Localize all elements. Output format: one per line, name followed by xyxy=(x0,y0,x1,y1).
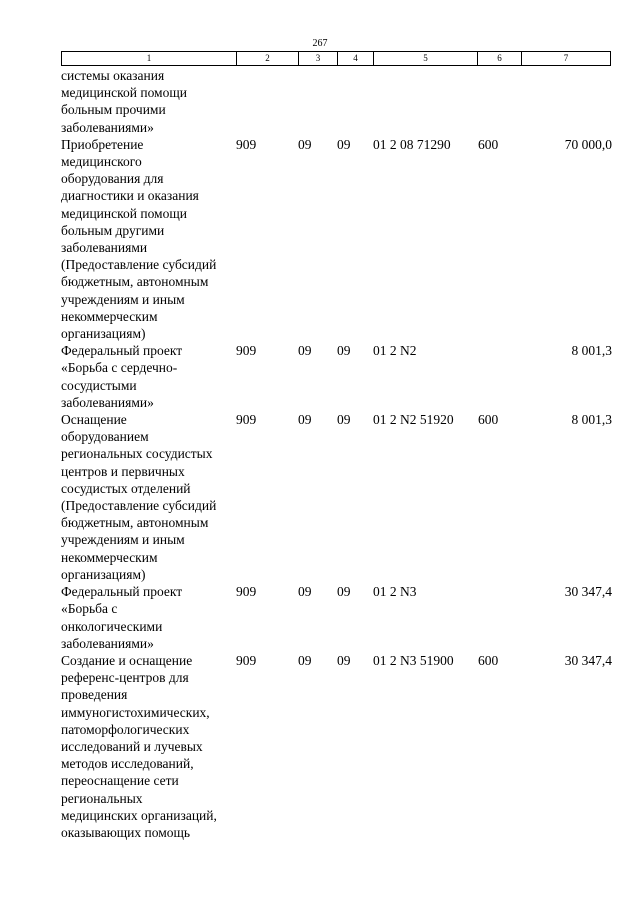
table-row xyxy=(61,652,621,841)
row-csr: 01 2 N3 51900 xyxy=(373,652,454,668)
column-header-5: 5 xyxy=(374,52,478,65)
row-vr: 600 xyxy=(478,412,499,428)
table-row xyxy=(61,342,621,411)
row-grbs xyxy=(236,67,298,136)
column-header-7: 7 xyxy=(563,53,569,63)
row-rz: 09 xyxy=(298,412,312,428)
column-header-2: 2 xyxy=(237,52,299,65)
row-csr: 01 2 N3 xyxy=(373,584,417,600)
row-grbs: 909 xyxy=(236,412,257,428)
row-rz: 09 xyxy=(298,136,312,152)
row-name: Оснащение оборудованием региональных сосудистых центров и первичных сосудистых отделений (Предоставление субсидий бюджетным, автономным учреждениям и иным некоммерческим организациям) xyxy=(61,412,217,582)
row-vr xyxy=(478,342,528,411)
column-header-6: 6 xyxy=(478,52,522,65)
page-number: 267 xyxy=(312,38,328,49)
row-name: Создание и оснащение референс-центров для проведения иммуногистохимических, патоморфологических исследований и лучевых методов исследований, переоснащение сети региональных медицинских организаций, оказывающих помощь xyxy=(61,652,217,840)
row-rz: 09 xyxy=(298,584,312,600)
row-grbs: 909 xyxy=(236,584,257,600)
table-row xyxy=(61,411,621,583)
table-header xyxy=(61,51,611,66)
row-vr: 600 xyxy=(478,136,499,152)
row-grbs: 909 xyxy=(236,136,257,152)
column-header-1: 1 xyxy=(62,52,237,65)
table-row xyxy=(61,136,621,342)
row-pr: 09 xyxy=(337,584,351,600)
row-name: Федеральный проект «Борьба с онкологическими заболеваниями» xyxy=(61,584,183,651)
row-name: системы оказания медицинской помощи больным прочими заболеваниями» xyxy=(61,68,187,135)
row-grbs: 909 xyxy=(236,343,257,359)
column-header-4: 4 xyxy=(338,52,374,65)
row-grbs: 909 xyxy=(236,652,257,668)
row-vr: 600 xyxy=(478,652,499,668)
table-row xyxy=(61,583,621,652)
row-csr: 01 2 N2 xyxy=(373,343,417,359)
row-pr: 09 xyxy=(337,652,351,668)
row-pr: 09 xyxy=(337,136,351,152)
row-rz: 09 xyxy=(298,652,312,668)
row-sum: 30 347,4 xyxy=(564,584,612,600)
column-header-3: 3 xyxy=(299,52,338,65)
table-body xyxy=(61,67,621,841)
row-rz: 09 xyxy=(298,343,312,359)
row-csr xyxy=(373,67,478,136)
row-name: Федеральный проект «Борьба с сердечно- сосудистыми заболеваниями» xyxy=(61,343,183,410)
row-sum: 70 000,0 xyxy=(564,136,612,152)
row-sum: 8 001,3 xyxy=(571,412,612,428)
row-csr: 01 2 08 71290 xyxy=(373,136,451,152)
row-csr: 01 2 N2 51920 xyxy=(373,412,454,428)
row-rz xyxy=(298,67,335,136)
row-sum: 8 001,3 xyxy=(571,343,612,359)
row-vr xyxy=(478,583,528,652)
row-pr xyxy=(335,67,373,136)
row-pr: 09 xyxy=(337,412,351,428)
row-name: Приобретение медицинского оборудования для диагностики и оказания медицинской помощи больным другими заболеваниями (Предоставление субсидий бюджетным, автономным учреждениям и иным некоммерческим организациям) xyxy=(61,136,217,342)
row-sum: 30 347,4 xyxy=(564,652,612,668)
table-row xyxy=(61,67,621,136)
row-pr: 09 xyxy=(337,343,351,359)
row-sum xyxy=(528,67,612,136)
row-vr xyxy=(478,67,528,136)
